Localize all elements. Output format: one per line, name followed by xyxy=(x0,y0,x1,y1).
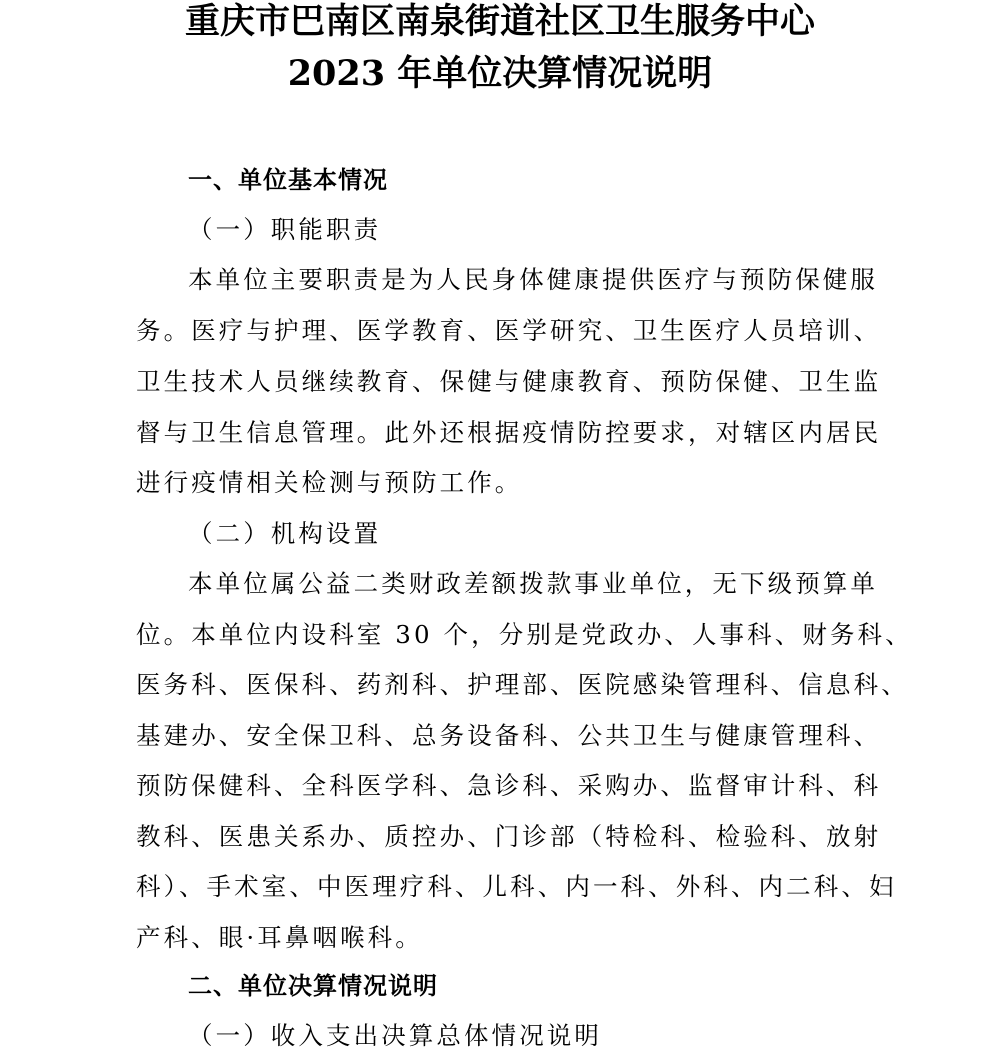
subsection-heading-duties: （一）职能职责 xyxy=(188,215,382,244)
subsection-heading-organization: （二）机构设置 xyxy=(188,519,382,548)
paragraph-line: 医务科、医保科、药剂科、护理部、医院感染管理科、信息科、 xyxy=(136,670,909,699)
paragraph-line: 科）、手术室、中医理疗科、儿科、内一科、外科、内二科、妇 xyxy=(136,872,897,901)
subsection-heading-income-expense: （一）收入支出决算总体情况说明 xyxy=(188,1021,602,1050)
paragraph-line: 卫生技术人员继续教育、保健与健康教育、预防保健、卫生监 xyxy=(136,367,882,396)
paragraph-line: 基建办、安全保卫科、总务设备科、公共卫生与健康管理科、 xyxy=(136,721,882,750)
section-heading-basic-info: 一、单位基本情况 xyxy=(188,166,388,194)
paragraph-line: 位。本单位内设科室 30 个，分别是党政办、人事科、财务科、 xyxy=(136,620,913,649)
paragraph-line: 产科、眼·耳鼻咽喉科。 xyxy=(136,923,423,952)
section-heading-final-accounts: 二、单位决算情况说明 xyxy=(188,972,438,1000)
paragraph-line: 进行疫情相关检测与预防工作。 xyxy=(136,468,523,497)
paragraph-line: 教科、医患关系办、质控办、门诊部（特检科、检验科、放射 xyxy=(136,822,882,851)
paragraph-line: 预防保健科、全科医学科、急诊科、采购办、监督审计科、科 xyxy=(136,771,882,800)
document-title-line-1: 重庆市巴南区南泉街道社区卫生服务中心 xyxy=(184,1,815,42)
paragraph-line: 本单位属公益二类财政差额拨款事业单位，无下级预算单 xyxy=(188,569,878,598)
paragraph-line: 督与卫生信息管理。此外还根据疫情防控要求，对辖区内居民 xyxy=(136,418,882,447)
paragraph-line: 本单位主要职责是为人民身体健康提供医疗与预防保健服 xyxy=(188,265,878,294)
document-title-line-2: 2023 年单位决算情况说明 xyxy=(287,53,713,94)
paragraph-line: 务。医疗与护理、医学教育、医学研究、卫生医疗人员培训、 xyxy=(136,316,882,345)
